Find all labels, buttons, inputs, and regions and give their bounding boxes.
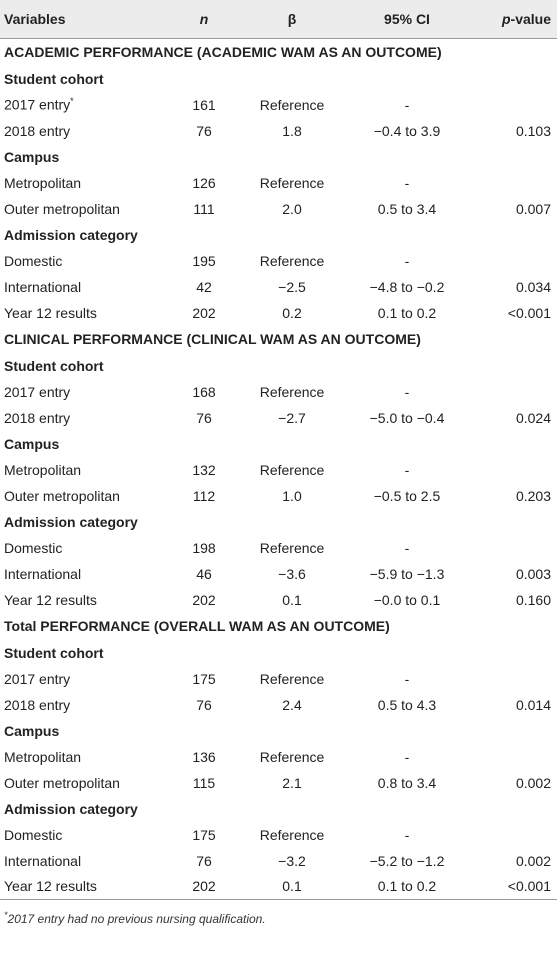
- variable-cell: [0, 274, 164, 300]
- ci-cell: -: [404, 748, 410, 765]
- beta-cell: 0.1: [244, 874, 340, 900]
- group-row: [0, 718, 557, 744]
- table-header: [0, 0, 557, 38]
- header-ci: 95% CI: [340, 0, 474, 38]
- n-cell: 76: [196, 409, 212, 426]
- ci-cell: -: [404, 826, 410, 843]
- variable-cell: [0, 587, 164, 613]
- variable-cell: [0, 248, 164, 274]
- p-value-cell: <0.001: [507, 304, 551, 321]
- n-cell: 168: [192, 383, 216, 400]
- beta-cell: 0.2: [282, 304, 302, 321]
- variable-cell: [0, 405, 164, 431]
- table-row: [0, 457, 557, 483]
- n-cell: 42: [196, 278, 212, 295]
- ci-cell: −5.9 to −1.3: [369, 565, 445, 582]
- table-row: [0, 561, 557, 587]
- p-value-cell: 0.002: [515, 852, 551, 869]
- group-title: Student cohort: [4, 357, 104, 374]
- group-title: Student cohort: [4, 644, 104, 661]
- variable-label: Metropolitan: [4, 748, 82, 765]
- table-footnote: [0, 900, 557, 926]
- table-row: [0, 274, 557, 300]
- p-value-cell: 0.007: [515, 200, 551, 217]
- variable-label: Year 12 results: [4, 591, 97, 608]
- n-cell: 112: [192, 487, 216, 504]
- section-row: [0, 326, 557, 353]
- variable-label: Outer metropolitan: [4, 487, 120, 504]
- ci-cell: -: [404, 383, 410, 400]
- n-cell: 76: [196, 696, 212, 713]
- variable-label: 2017 entry: [4, 383, 71, 400]
- ci-cell: -: [404, 96, 410, 113]
- p-value-cell: 0.014: [515, 696, 551, 713]
- footnote-marker: *: [4, 910, 8, 920]
- ci-cell: −5.0 to −0.4: [369, 409, 445, 426]
- n-cell: 202: [164, 874, 244, 900]
- header-n: n: [164, 0, 244, 38]
- n-cell: 126: [192, 174, 216, 191]
- p-value-cell: [474, 535, 557, 561]
- section-row: [0, 613, 557, 640]
- table-row: [0, 483, 557, 509]
- table-row: [0, 666, 557, 692]
- table-row: [0, 300, 557, 326]
- variable-label: Year 12 results: [4, 878, 97, 895]
- footnote-text: 2017 entry had no previous nursing qualification.: [7, 912, 266, 926]
- group-row: [0, 509, 557, 535]
- beta-cell: 2.1: [282, 774, 302, 791]
- beta-cell: Reference: [259, 539, 325, 556]
- p-value-cell: <0.001: [474, 874, 557, 900]
- p-value-cell: 0.203: [515, 487, 551, 504]
- ci-cell: −4.8 to −0.2: [369, 278, 445, 295]
- group-row: [0, 431, 557, 457]
- beta-cell: Reference: [259, 383, 325, 400]
- beta-cell: Reference: [259, 670, 325, 687]
- beta-cell: 0.1: [282, 591, 302, 608]
- p-value-cell: 0.103: [515, 122, 551, 139]
- n-cell: 175: [192, 670, 216, 687]
- beta-cell: 2.0: [282, 200, 302, 217]
- table-row: [0, 744, 557, 770]
- footnote-ref: *: [70, 96, 74, 107]
- header-p-value: [474, 0, 557, 38]
- variable-cell: [0, 770, 164, 796]
- variable-label: Outer metropolitan: [4, 200, 120, 217]
- p-value-cell: 0.024: [515, 409, 551, 426]
- group-title: Admission category: [4, 226, 138, 243]
- beta-cell: −3.6: [278, 565, 306, 582]
- ci-cell: −5.2 to −1.2: [369, 852, 445, 869]
- ci-cell: -: [404, 252, 410, 269]
- p-value-cell: 0.002: [515, 774, 551, 791]
- ci-cell: 0.1 to 0.2: [340, 874, 474, 900]
- p-value-cell: 0.160: [515, 591, 551, 608]
- ci-cell: −0.0 to 0.1: [373, 591, 441, 608]
- section-title: Total PERFORMANCE (OVERALL WAM AS AN OUTCOME): [4, 618, 390, 634]
- p-value-cell: 0.003: [515, 565, 551, 582]
- ci-cell: −0.4 to 3.9: [373, 122, 441, 139]
- n-cell: 161: [192, 96, 216, 113]
- beta-cell: Reference: [259, 748, 325, 765]
- table-row: [0, 848, 557, 874]
- p-value-cell: 0.034: [515, 278, 551, 295]
- table-body: [0, 38, 557, 900]
- table-row: [0, 770, 557, 796]
- variable-cell: [0, 744, 164, 770]
- p-value-cell: [474, 744, 557, 770]
- ci-cell: 0.5 to 3.4: [377, 200, 437, 217]
- variable-cell: [0, 92, 164, 118]
- section-row: [0, 38, 557, 66]
- p-value-cell: [474, 92, 557, 118]
- variable-label: Outer metropolitan: [4, 774, 120, 791]
- header-row: [0, 0, 557, 38]
- n-cell: 202: [192, 304, 216, 321]
- section-title: CLINICAL PERFORMANCE (CLINICAL WAM AS AN OUTCOME): [4, 331, 421, 347]
- table-row: [0, 170, 557, 196]
- variable-label: Domestic: [4, 826, 63, 843]
- ci-cell: -: [404, 670, 410, 687]
- variable-cell: [0, 848, 164, 874]
- variable-label: 2018 entry: [4, 122, 71, 139]
- variable-label: Domestic: [4, 539, 63, 556]
- variable-label: Metropolitan: [4, 461, 82, 478]
- table-row: [0, 118, 557, 144]
- variable-label: 2017 entry: [4, 96, 71, 113]
- n-cell: 175: [192, 826, 216, 843]
- header-variables: Variables: [0, 0, 164, 38]
- group-title: Admission category: [4, 513, 138, 530]
- ci-cell: -: [404, 539, 410, 556]
- ci-cell: -: [404, 174, 410, 191]
- table-row: [0, 587, 557, 613]
- group-title: Campus: [4, 722, 60, 739]
- beta-cell: 2.4: [282, 696, 302, 713]
- table-row: [0, 248, 557, 274]
- group-title: Student cohort: [4, 70, 104, 87]
- group-row: [0, 66, 557, 92]
- variable-label: International: [4, 852, 82, 869]
- n-cell: 195: [192, 252, 216, 269]
- n-cell: 136: [192, 748, 216, 765]
- variable-label: Domestic: [4, 252, 63, 269]
- n-cell: 202: [192, 591, 216, 608]
- n-cell: 46: [196, 565, 212, 582]
- variable-cell: [0, 196, 164, 222]
- table-row: [0, 692, 557, 718]
- group-title: Campus: [4, 435, 60, 452]
- header-p-italic: p: [501, 10, 511, 27]
- beta-cell: −2.7: [278, 409, 306, 426]
- table-row: [0, 822, 557, 848]
- group-row: [0, 144, 557, 170]
- ci-cell: −0.5 to 2.5: [373, 487, 441, 504]
- p-value-cell: [474, 379, 557, 405]
- group-row: [0, 353, 557, 379]
- header-p-rest: -value: [510, 10, 551, 27]
- beta-cell: Reference: [259, 174, 325, 191]
- table-row: [0, 405, 557, 431]
- table-row: [0, 535, 557, 561]
- ci-cell: 0.5 to 4.3: [377, 696, 437, 713]
- table-row: [0, 92, 557, 118]
- ci-cell: 0.1 to 0.2: [377, 304, 437, 321]
- variable-cell: [0, 300, 164, 326]
- variable-cell: [0, 457, 164, 483]
- section-title: ACADEMIC PERFORMANCE (ACADEMIC WAM AS AN OUTCOME): [4, 44, 442, 60]
- table-row: [0, 196, 557, 222]
- beta-cell: −3.2: [278, 852, 306, 869]
- table-row: [0, 874, 557, 900]
- variable-cell: [0, 666, 164, 692]
- variable-cell: [0, 379, 164, 405]
- n-cell: 198: [192, 539, 216, 556]
- beta-cell: Reference: [259, 252, 325, 269]
- beta-cell: 1.0: [282, 487, 302, 504]
- beta-cell: 1.8: [282, 122, 302, 139]
- n-cell: 132: [192, 461, 216, 478]
- header-beta: β: [244, 0, 340, 38]
- p-value-cell: [474, 666, 557, 692]
- p-value-cell: [474, 248, 557, 274]
- p-value-cell: [474, 457, 557, 483]
- variable-cell: [0, 170, 164, 196]
- ci-cell: -: [404, 461, 410, 478]
- n-cell: 76: [196, 852, 212, 869]
- p-value-cell: [474, 170, 557, 196]
- group-row: [0, 222, 557, 248]
- variable-cell: [0, 874, 164, 900]
- variable-label: 2018 entry: [4, 409, 71, 426]
- variable-cell: [0, 692, 164, 718]
- n-cell: 76: [196, 122, 212, 139]
- variable-cell: [0, 118, 164, 144]
- group-row: [0, 640, 557, 666]
- beta-cell: Reference: [259, 461, 325, 478]
- beta-cell: Reference: [259, 826, 325, 843]
- variable-cell: [0, 822, 164, 848]
- variable-label: 2017 entry: [4, 670, 71, 687]
- variable-cell: [0, 561, 164, 587]
- n-cell: 115: [192, 774, 216, 791]
- table-row: [0, 379, 557, 405]
- variable-cell: [0, 535, 164, 561]
- variable-label: Metropolitan: [4, 174, 82, 191]
- variable-label: International: [4, 565, 82, 582]
- beta-cell: −2.5: [278, 278, 306, 295]
- variable-label: Year 12 results: [4, 304, 97, 321]
- ci-cell: 0.8 to 3.4: [377, 774, 437, 791]
- variable-label: International: [4, 278, 82, 295]
- p-value-cell: [474, 822, 557, 848]
- beta-cell: Reference: [259, 96, 325, 113]
- group-title: Campus: [4, 148, 60, 165]
- n-cell: 111: [193, 200, 215, 217]
- variable-cell: [0, 483, 164, 509]
- group-row: [0, 796, 557, 822]
- group-title: Admission category: [4, 800, 138, 817]
- variable-label: 2018 entry: [4, 696, 71, 713]
